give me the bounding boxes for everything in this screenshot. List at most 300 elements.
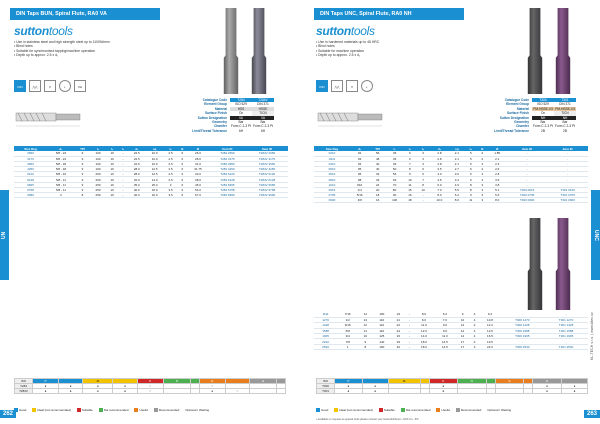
table-cell: 3 [477, 182, 487, 187]
table-cell: 6 [417, 167, 430, 172]
table-cell: - [405, 312, 413, 317]
table-cell: - [547, 182, 588, 187]
table-cell: 12.0 [414, 328, 435, 333]
table-cell: - [547, 167, 588, 172]
table-cell: 22.5 [128, 156, 146, 161]
table-cell: 16 [106, 187, 118, 192]
table-cell: 0510 [314, 167, 350, 172]
table-cell: T284 4250 [209, 167, 246, 172]
table-cell: 1010 [314, 182, 350, 187]
table-cell: 0410 [314, 161, 350, 166]
table-cell: 9/16 [337, 323, 358, 328]
right-page [300, 0, 600, 424]
table-cell: T284 6768 [209, 187, 246, 192]
table-cell: 24 [369, 182, 386, 187]
table-cell: T301 1428 [544, 323, 588, 328]
table-cell: 35.0 [128, 182, 146, 187]
table-cell: 16 [106, 161, 118, 166]
table-cell: T300 1270 [500, 317, 544, 322]
table-cell: 100 [90, 167, 106, 172]
table-cell: 6 [178, 172, 188, 177]
table-cell: - [118, 151, 128, 156]
table-cell: 5.1 [487, 187, 506, 192]
table-cell: 16 [106, 167, 118, 172]
table-cell: #2 [350, 151, 369, 156]
table-cell: 3.0 [449, 172, 464, 177]
table-cell: 9990 [14, 193, 47, 198]
table-cell: 125 [372, 334, 391, 339]
table-cell: 1428 [314, 323, 337, 328]
table-cell: T284V 6665 [246, 182, 288, 187]
table-cell: - [507, 177, 548, 182]
table-cell: 9 [75, 151, 90, 156]
table-cell: 5/8 - 11 [47, 182, 75, 187]
table-cell: 5/16 [350, 193, 369, 198]
table-cell: 0900 [314, 198, 350, 203]
table-cell: 20 [369, 187, 386, 192]
table-cell: 31.0 [187, 161, 209, 166]
table-cell: 56 [369, 151, 386, 156]
table-cell: T284 2650 [209, 151, 246, 156]
table-cell: 16 [106, 156, 118, 161]
table-cell: 11 [403, 182, 416, 187]
table-cell: 15 [403, 187, 416, 192]
table-cell: 6 [178, 151, 188, 156]
material-matrix: ISO P M K N S H T300 ● ● ● ● ● T301 ● ● ● ● ● [316, 378, 588, 394]
table-cell: 6 [464, 172, 477, 177]
table-cell: 14.0 [414, 334, 435, 339]
table-cell: 90 [386, 193, 403, 198]
table-cell: 9 [75, 172, 90, 177]
table-cell: 31.75 [187, 167, 209, 172]
table-cell: 3.5 [430, 167, 449, 172]
table-cell: - [405, 344, 413, 349]
table-cell: T284V 4250 [246, 167, 288, 172]
table-cell: T301 0615 [547, 187, 588, 192]
table-cell: 110 [372, 323, 391, 328]
din-icon: DIN 371 [316, 80, 328, 92]
table-cell: 6768 [14, 187, 47, 192]
table-cell: 16 [369, 198, 386, 203]
table-cell: 0210 [314, 151, 350, 156]
table-cell: 3 [477, 172, 487, 177]
table-cell: 32 [369, 172, 386, 177]
table-cell: 22.2 [480, 344, 501, 349]
table-cell: T301 2540 [544, 344, 588, 349]
table-cell: 9 [358, 339, 372, 344]
table-cell: 4 [470, 317, 480, 322]
table-cell: 160 [372, 344, 391, 349]
table-cell: 3/4 [337, 334, 358, 339]
legend: Good Ideal (not recommended) Suitable Not recommended Useful Recommended Optional / Wetting [14, 408, 209, 412]
table-row [314, 344, 588, 349]
table-cell: 40 [369, 167, 386, 172]
table-cell: 14 [358, 312, 372, 317]
table-cell: - [405, 334, 413, 339]
table-header-row: Size Reg d₁ TPI l₁ l₂ l₃ d₂ sq l₄ B Ø Item ID Item ID [314, 146, 588, 151]
table-cell: - [118, 161, 128, 166]
table-cell: 32.0 [146, 187, 164, 192]
table-cell: 45 [386, 161, 403, 166]
table-cell: 2.5 [164, 156, 178, 161]
table-cell: 3.5 [164, 187, 178, 192]
table-cell: 2.1 [487, 156, 506, 161]
table-cell: 100 [372, 312, 391, 317]
table-cell: 250 [90, 193, 106, 198]
table-cell: 12 [455, 323, 469, 328]
table-cell: 2.5 [164, 161, 178, 166]
table-cell: #8 [350, 177, 369, 182]
table-cell: 0705 [314, 193, 350, 198]
table-cell: 11 [358, 328, 372, 333]
table-cell: 10 [358, 334, 372, 339]
table-cell: 13 [358, 317, 372, 322]
table-cell: - [547, 172, 588, 177]
table-cell: 100 [386, 198, 403, 203]
table-cell: 4 [470, 339, 480, 344]
table-cell: 14 [455, 334, 469, 339]
section-tab: UNC [591, 190, 600, 280]
tap-tool-image-3 [526, 218, 544, 310]
table-cell: T284 6120 [209, 172, 246, 177]
table-cell: 22.5 [128, 161, 146, 166]
table-cell: 2650 [14, 151, 47, 156]
table-cell: 26.0 [187, 151, 209, 156]
table-cell: T284V 2650 [246, 151, 288, 156]
footnote: • Available on request as special tools please contact your local distributor • HSS Co - 5% [316, 418, 419, 421]
table-cell: - [405, 339, 413, 344]
blind-hole-icon: ▾ [44, 80, 56, 92]
table-cell: 3 [164, 182, 178, 187]
din-icon: DIN 371 [14, 80, 26, 92]
table-cell: 18.0 [414, 344, 435, 349]
sutton-logo: suttontools [316, 24, 375, 38]
table-cell: 9 [75, 167, 90, 172]
table-cell: 9.0 [434, 323, 455, 328]
table-cell: 10.0 [146, 151, 164, 156]
table-cell: 6 [403, 156, 416, 161]
distributor-text: KL-TECH s.r.o. | www.kltec.cz [590, 312, 594, 360]
table-cell: - [118, 177, 128, 182]
table-cell: T301 1588 [544, 328, 588, 333]
table-cell: 29 [391, 339, 405, 344]
table-cell: 6 [417, 172, 430, 177]
table-cell: 2.7 [449, 167, 464, 172]
table-cell: 54.0 [187, 187, 209, 192]
table-cell: 16 [106, 172, 118, 177]
table-cell: 2.5 [164, 151, 178, 156]
table-cell: - [500, 312, 544, 317]
table-cell: 2 [477, 151, 487, 156]
table-cell: 12 [358, 323, 372, 328]
table-cell: - [118, 193, 128, 198]
table-cell: 250 [90, 182, 106, 187]
table-cell: 2 [47, 193, 75, 198]
table-cell: 13.5 [480, 328, 501, 333]
table-cell: - [118, 187, 128, 192]
table-cell: 9 [75, 177, 90, 182]
table-cell: 50 [386, 167, 403, 172]
table-cell: 6 [464, 167, 477, 172]
table-cell: 45 [386, 156, 403, 161]
table-cell: 3.5 [164, 193, 178, 198]
table-cell: 32 [369, 177, 386, 182]
table-cell: 0610 [314, 172, 350, 177]
table-cell: 3.4 [449, 177, 464, 182]
tap-tool-image-2 [554, 8, 572, 94]
table-cell: 200 [90, 172, 106, 177]
table-cell: 45.0 [187, 182, 209, 187]
page-number: 263 [584, 410, 600, 418]
table-cell: 6 [178, 156, 188, 161]
table-cell: - [118, 172, 128, 177]
table-cell: 6120 [14, 172, 47, 177]
size-table [314, 146, 588, 203]
spec-icons [316, 80, 373, 101]
table-cell: 32.0 [128, 177, 146, 182]
tap-tool-image-2 [250, 8, 268, 94]
table-cell: 5 [464, 156, 477, 161]
table-cell: 28.0 [128, 172, 146, 177]
table-cell: 2.1 [449, 151, 464, 156]
thread-icon: ⋀⋀ [331, 80, 343, 92]
table-cell: 12.5 [146, 167, 164, 172]
table-cell: 10.8 [480, 317, 501, 322]
table-cell: 16 [106, 193, 118, 198]
table-cell: 11.0 [434, 334, 455, 339]
table-cell: 3175 [14, 156, 47, 161]
table-cell: - [417, 193, 430, 198]
table-cell: T301 0705 [547, 193, 588, 198]
table-cell: 5.5 [449, 187, 464, 192]
tap-tool-image [526, 8, 544, 94]
table-cell: 21 [391, 317, 405, 322]
table-cell: T284V 3175 [246, 156, 288, 161]
table-cell: 3 [417, 151, 430, 156]
table-cell: 3.8 [487, 182, 506, 187]
blind-hole-icon: ▾ [346, 80, 358, 92]
table-cell: 3 [477, 193, 487, 198]
table-cell: 40 [369, 161, 386, 166]
table-cell: 2.8 [430, 156, 449, 161]
coolant-icon: ◐ [361, 80, 373, 92]
table-cell: 3 [477, 198, 487, 203]
table-cell: 2.1 [449, 156, 464, 161]
table-cell: 10.0 [146, 161, 164, 166]
table-cell: 67.0 [187, 193, 209, 198]
table-cell: 2222 [314, 339, 337, 344]
table-cell: 2.5 [164, 167, 178, 172]
table-cell: 2.5 [164, 177, 178, 182]
spec-icons [14, 80, 86, 101]
table-cell: 8 [358, 344, 372, 349]
table-cell: 18 [369, 193, 386, 198]
table-header-row: Size Reg d₁ TPI l₁ l₂ l₃ d₂ sq l₄ B Ø Item ID Item ID [14, 146, 288, 151]
table-cell: 5/8 - 11 [47, 177, 75, 182]
table-cell: 22 [391, 323, 405, 328]
table-cell: 8 [464, 182, 477, 187]
table-cell: #10 [350, 182, 369, 187]
tolerance-icon: 6H [74, 80, 86, 92]
table-cell: 5/8 - 16 [47, 172, 75, 177]
table-cell: 14.5 [434, 344, 455, 349]
table-cell: 17 [455, 344, 469, 349]
table-cell: #4 [350, 161, 369, 166]
table-cell: 33.0 [187, 172, 209, 177]
table-cell: 19.5 [480, 339, 501, 344]
table-cell: 5 [464, 161, 477, 166]
table-cell: - [118, 167, 128, 172]
table-cell: 10 [403, 177, 416, 182]
table-cell: 32 [391, 344, 405, 349]
table-cell: 45 [386, 151, 403, 156]
table-cell: 14.0 [146, 177, 164, 182]
table-cell: 40.0 [128, 187, 146, 192]
table-cell: T301 1270 [544, 317, 588, 322]
table-cell: - [417, 198, 430, 203]
table-cell: 18.0 [414, 339, 435, 344]
thread-icon: ⋀⋀ [29, 80, 41, 92]
table-cell: 9.0 [434, 328, 455, 333]
table-cell: - [547, 177, 588, 182]
table-cell: 25.0 [146, 182, 164, 187]
table-cell: 8 [75, 193, 90, 198]
table-cell: - [405, 328, 413, 333]
table-cell: 6.2 [434, 312, 455, 317]
table-cell: 26 [391, 334, 405, 339]
table-cell: 56 [386, 172, 403, 177]
table-cell: 6 [178, 177, 188, 182]
table-cell: 1 [337, 344, 358, 349]
table-cell: 2.8 [430, 161, 449, 166]
table-cell: T300 1905 [500, 334, 544, 339]
table-cell: 3.5 [487, 177, 506, 182]
table-cell: 8.0 [487, 198, 506, 203]
table-cell: 10 [455, 317, 469, 322]
table-cell: 7/16 [337, 312, 358, 317]
table-cell: - [544, 312, 588, 317]
table-cell: 4.0 [430, 172, 449, 177]
table-cell: 70 [386, 182, 403, 187]
table-cell: 6 [178, 187, 188, 192]
table-cell: 3/8 [350, 198, 369, 203]
table-cell: 4 [470, 334, 480, 339]
spec-table: Catalogue Code T300 T301 Element Group ISO 529 DIN 371 Material PM-HSSE-V3 PM-HSSE-V3 Surface Finish Ox TiCN Sutton Designation NH NH Geometry Bar Bar Chamfer Form C 2-3 Pt Form C 2-3 Pt Limit/Thread Tolerance 2B 2B [494, 98, 575, 133]
table-cell: 12 [455, 328, 469, 333]
table-cell: 6 [403, 151, 416, 156]
table-cell: 16 [106, 151, 118, 156]
table-cell: 6 [178, 167, 188, 172]
table-cell: 3 [477, 177, 487, 182]
table-cell: 9 [75, 187, 90, 192]
feature-bullets: • Use in stainless steel and high strength steel up to 1100N/mm² • Blind holes • Suitable for synchronised tapping/machine operation • Depth up to approx. 2.5 x d₁ [14, 40, 111, 58]
table-cell: - [118, 182, 128, 187]
table-cell: 4.9 [449, 182, 464, 187]
table-cell: 16 [106, 177, 118, 182]
table-cell: 8.0 [430, 193, 449, 198]
table-cell: 0615 [314, 187, 350, 192]
table-cell: T284V 6128 [246, 177, 288, 182]
table-cell: 18 [403, 198, 416, 203]
table-cell: 1588 [314, 328, 337, 333]
table-cell: - [507, 182, 548, 187]
table-cell: 14.5 [434, 339, 455, 344]
tap-tool-image [222, 8, 240, 94]
table-cell: T300 0615 [507, 187, 548, 192]
table-cell: 5/8 [337, 328, 358, 333]
table-cell: 1270 [314, 317, 337, 322]
table-cell: 5/8 - 18 [47, 167, 75, 172]
table-cell: 8 [464, 187, 477, 192]
tap-tool-image-4 [554, 218, 572, 310]
table-cell: 24 [391, 328, 405, 333]
table-cell: 2.8 [487, 172, 506, 177]
table-cell: 17 [455, 339, 469, 344]
table-cell: - [500, 339, 544, 344]
table-cell: 10.0 [146, 156, 164, 161]
table-cell: 3 [477, 187, 487, 192]
table-cell: 2 [477, 167, 487, 172]
table-cell: - [544, 339, 588, 344]
table-cell: 6.2 [449, 193, 464, 198]
table-cell: 38.0 [187, 177, 209, 182]
table-cell: - [507, 172, 548, 177]
table-cell: 2.8 [430, 151, 449, 156]
table-cell: 6 [464, 177, 477, 182]
table-cell: 100 [90, 161, 106, 166]
table-cell: 40.0 [128, 193, 146, 198]
table-cell: 1/4 [350, 187, 369, 192]
page-header: DIN Taps BUN, Spiral Flute, RA0 VA [10, 8, 160, 20]
table-cell: - [118, 156, 128, 161]
table-cell: 9 [403, 172, 416, 177]
table-cell: - [405, 323, 413, 328]
table-cell: 4.5 [430, 177, 449, 182]
table-cell: 11.0 [414, 323, 435, 328]
table-cell: T284V 3950 [246, 161, 288, 166]
table-cell: 48 [369, 156, 386, 161]
table-cell: 5/8 - 18 [47, 161, 75, 166]
table-cell: 7.0 [434, 317, 455, 322]
table-cell: 3 [417, 161, 430, 166]
table-cell: - [547, 151, 588, 156]
table-cell: 8.0 [449, 198, 464, 203]
table-cell: T300 1588 [500, 328, 544, 333]
table-cell: 9 [75, 182, 90, 187]
table-cell: T300 1428 [500, 323, 544, 328]
table-cell: 1111 [314, 312, 337, 317]
table-cell: 7.0 [430, 187, 449, 192]
table-cell: 4 [470, 344, 480, 349]
table-cell: 3 [417, 156, 430, 161]
table-cell: 22.5 [128, 151, 146, 156]
table-cell: 3950 [14, 161, 47, 166]
table-cell: 11 [464, 198, 477, 203]
table-cell: - [507, 161, 548, 166]
table-cell: - [405, 317, 413, 322]
table-cell: 12.5 [146, 172, 164, 177]
table-cell: 1905 [314, 334, 337, 339]
table-cell: 2.3 [487, 161, 506, 166]
spec-table: Catalogue Code T284 T284V Element Group ISO 529 DIN 371 Material HSS HSSE Surface Finish Ox TICN Sutton Designation VA VA Geometry Bar Bar Chamfer Form C 2-3 Pt Form C 2-3 Pt Limit/Thread Tolerance 6H 6H [192, 98, 273, 133]
legend: Good Ideal (not recommended) Suitable Not recommended Useful Recommended Optional / Wetting [316, 408, 511, 412]
table-cell: 16 [106, 182, 118, 187]
table-cell: T300 0900 [507, 198, 548, 203]
feature-bullets: • Use in hardened materials up to 48 HRC • Blind holes • Suitable for machine operation • Depth up to approx. 2.5 x d₁ [316, 40, 380, 58]
tap-drawing [14, 104, 84, 130]
table-cell: 5 [464, 151, 477, 156]
tap-drawing [316, 104, 386, 130]
